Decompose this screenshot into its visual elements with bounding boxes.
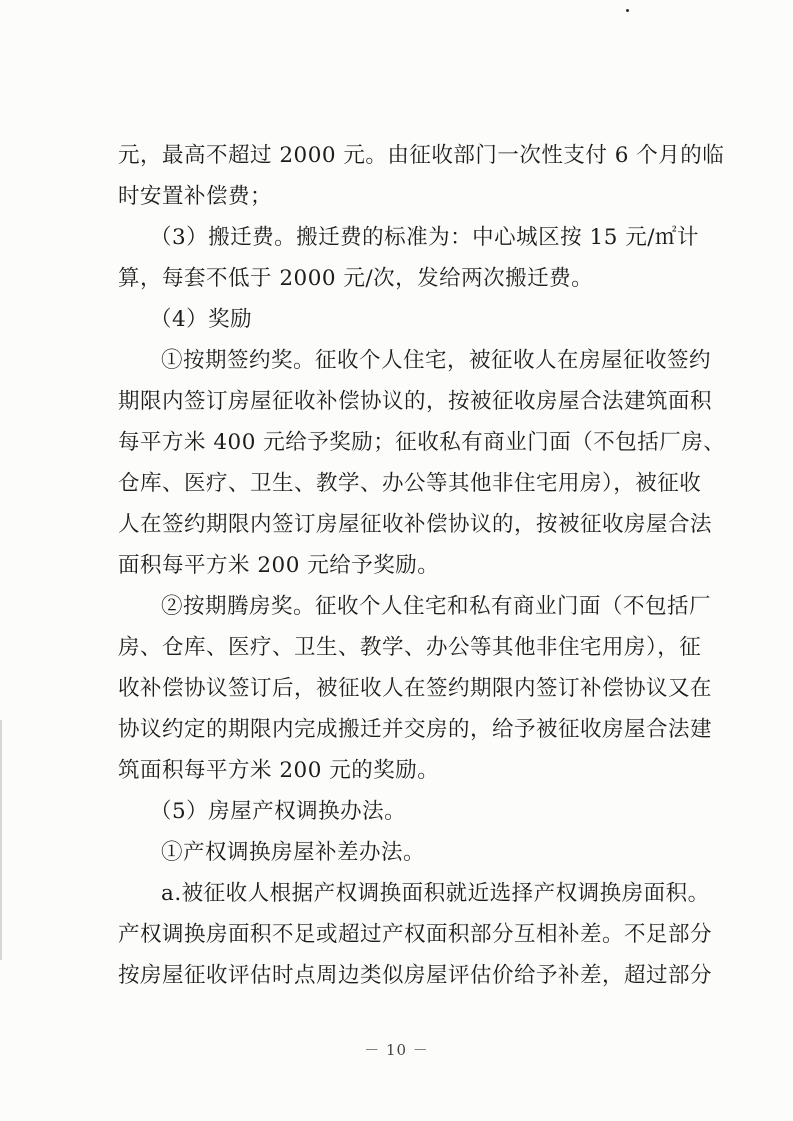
text-line: （5）房屋产权调换办法。 (150, 799, 407, 824)
text-line: 每平方米 400 元给予奖励；征收私有商业门面（不包括厂房、 (118, 430, 726, 455)
text-line: 按房屋征收评估时点周边类似房屋评估价给予补差，超过部分 (118, 963, 713, 988)
text-line: a.被征收人根据产权调换面积就近选择产权调换房面积。 (161, 881, 710, 906)
scan-edge-shadow (0, 720, 2, 960)
page-number: － 10 － (364, 1041, 429, 1059)
scan-speck (626, 9, 629, 12)
text-line: ②按期腾房奖。征收个人住宅和私有商业门面（不包括厂 (161, 594, 712, 619)
text-line: （4）奖励 (150, 307, 253, 332)
text-line: 元，最高不超过 2000 元。由征收部门一次性支付 6 个月的临 (118, 143, 725, 168)
text-line: ①按期签约奖。征收个人住宅，被征收人在房屋征收签约 (161, 348, 712, 373)
text-line: ①产权调换房屋补差办法。 (161, 840, 426, 865)
text-line: 产权调换房面积不足或超过产权面积部分互相补差。不足部分 (118, 922, 713, 947)
text-line: 仓库、医疗、卫生、教学、办公等其他非住宅用房），被征收 (118, 471, 702, 496)
text-line: 期限内签订房屋征收补偿协议的，按被征收房屋合法建筑面积 (118, 389, 713, 414)
text-line: 收补偿协议签订后，被征收人在签约期限内签订补偿协议又在 (118, 676, 713, 701)
text-line: 算，每套不低于 2000 元/次，发给两次搬迁费。 (118, 266, 594, 291)
text-line: 面积每平方米 200 元给予奖励。 (118, 553, 440, 578)
text-line: 房、仓库、医疗、卫生、教学、办公等其他非住宅用房），征 (118, 635, 702, 660)
text-line: （3）搬迁费。搬迁费的标准为：中心城区按 15 元/㎡计 (150, 225, 699, 250)
text-line: 协议约定的期限内完成搬迁并交房的，给予被征收房屋合法建 (118, 717, 713, 742)
text-line: 人在签约期限内签订房屋征收补偿协议的，按被征收房屋合法 (118, 512, 713, 537)
text-line: 时安置补偿费； (118, 184, 273, 209)
text-line: 筑面积每平方米 200 元的奖励。 (118, 758, 440, 783)
